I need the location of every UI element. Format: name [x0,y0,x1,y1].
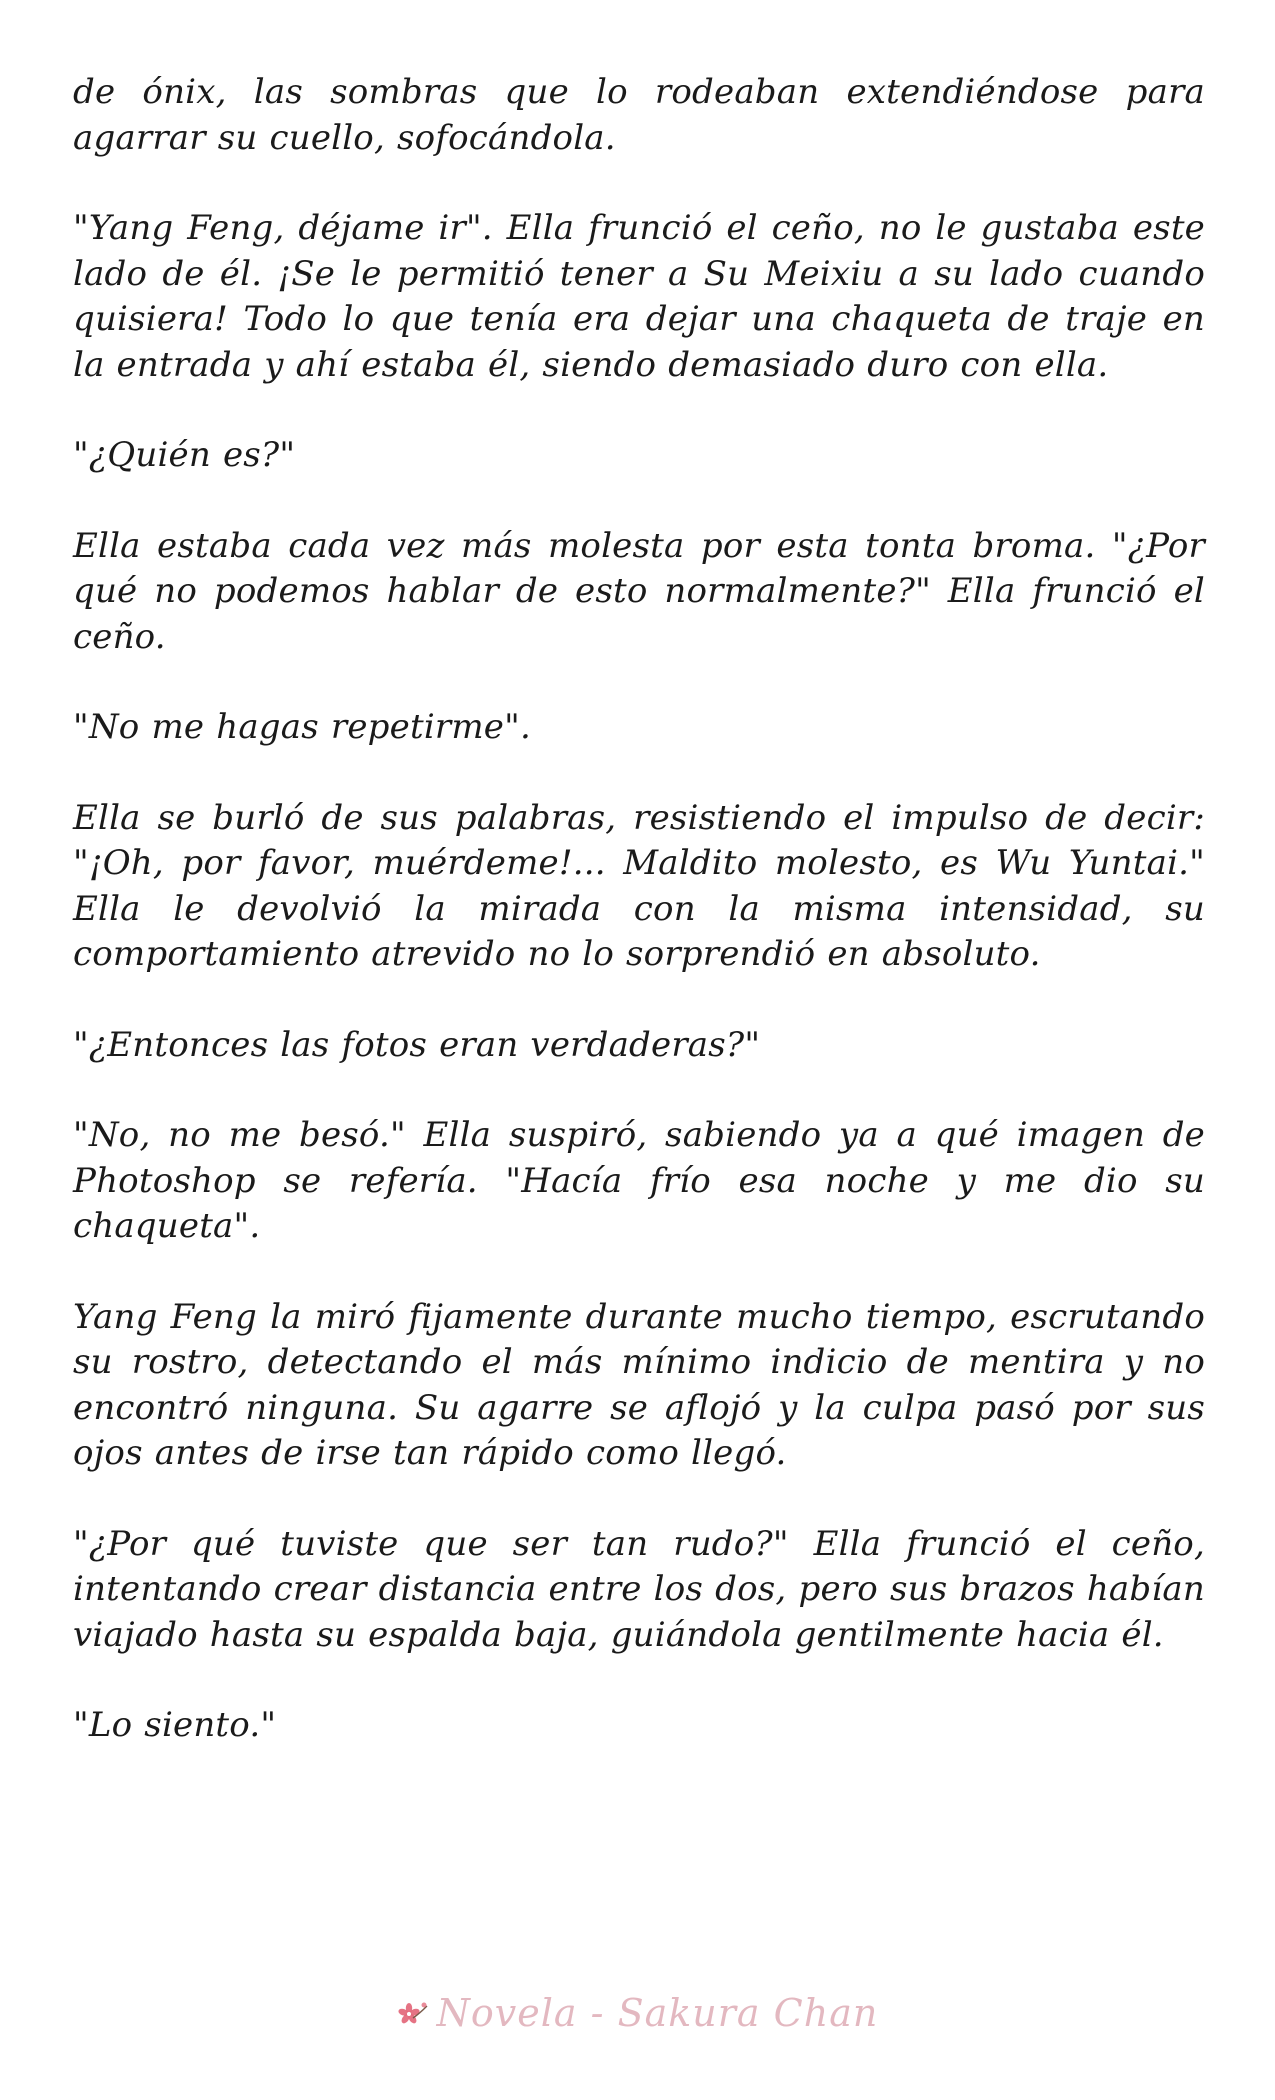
paragraph-11: "Lo siento." [73,1705,277,1745]
paragraph-9: Yang Feng la miró fijamente durante mucho tiempo, escrutando su rostro, detectando el más mínimo indicio de mentira y no encontró ninguna. Su agarre se aflojó y la culpa pasó por sus ojos antes de irse tan rápido como llegó. [73,1296,1205,1473]
text-body [73,70,1205,1794]
sakura-blossom-icon [397,1996,431,2030]
paragraph-10: "¿Por qué tuviste que ser tan rudo?" Ella frunció el ceño, intentando crear distancia entre los dos, pero sus brazos habían viajado hasta su espalda baja, guiándola gentilmente hacia él. [73,1523,1205,1655]
paragraph-2: "Yang Feng, déjame ir". Ella frunció el ceño, no le gustaba este lado de él. ¡Se le permitió tener a Su Meixiu a su lado cuando quisiera! Todo lo que tenía era dejar una chaqueta de traje en la entrada y ahí estaba él, siendo demasiado duro con ella. [73,208,1205,385]
watermark [0,1988,1275,2038]
paragraph-8: "No, no me besó." Ella suspiró, sabiendo ya a qué imagen de Photoshop se refería. "Hacía frío esa noche y me dio su chaqueta". [73,1115,1205,1246]
watermark-text: Novela - Sakura Chan [436,1991,879,2035]
paragraph-3: "¿Quién es?" [73,435,296,475]
paragraph-5: "No me hagas repetirme". [73,707,531,747]
paragraph-7: "¿Entonces las fotos eran verdaderas?" [73,1024,761,1065]
paragraph-4: Ella estaba cada vez más molesta por esta tonta broma. "¿Por qué no podemos hablar de esto normalmente?" Ella frunció el ceño. [73,525,1205,657]
paragraph-6: Ella se burló de sus palabras, resistiendo el impulso de decir: "¡Oh, por favor, muérdeme!... Maldito molesto, es Wu Yuntai." Ella le devolvió la mirada con la misma intensidad, su comportamiento atrevido no lo sorprendió en absoluto. [73,797,1205,974]
paragraph-1: de ónix, las sombras que lo rodeaban extendiéndose para agarrar su cuello, sofocándola. [73,72,1205,158]
